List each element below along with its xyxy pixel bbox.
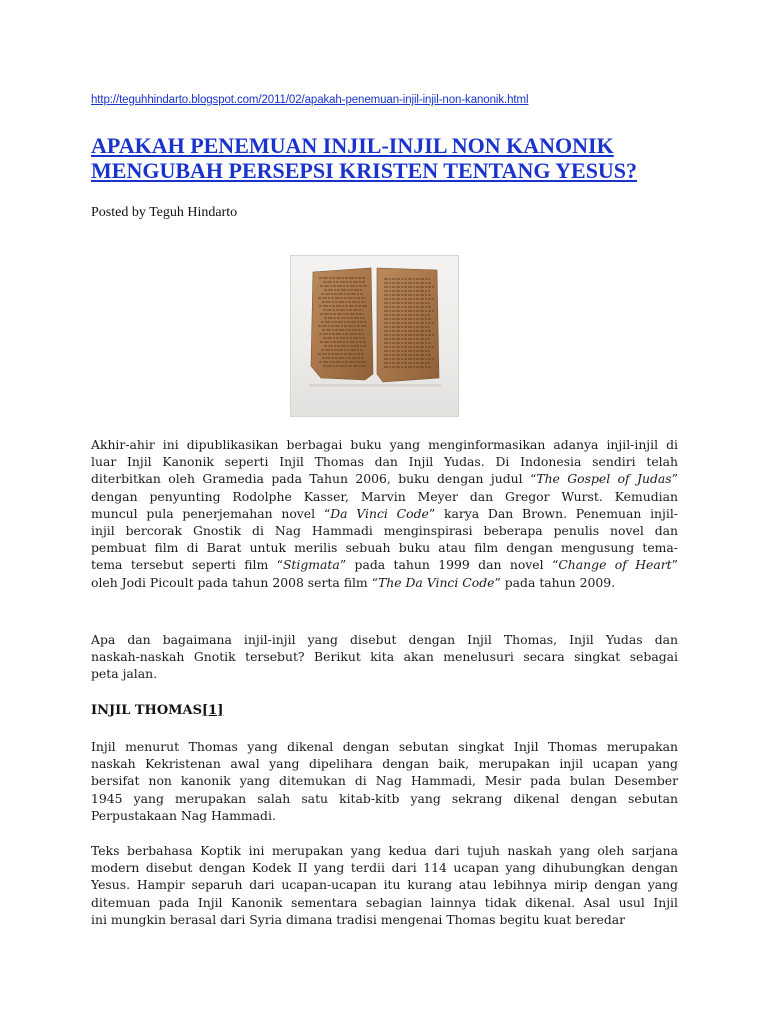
text-line: Apa dan bagaimana injil-injil yang disebut dengan Injil Thomas, Injil Yudas dan xyxy=(91,632,678,647)
footnote-link[interactable]: [1] xyxy=(202,703,224,718)
manuscript-photo xyxy=(290,255,459,417)
byline: Posted by Teguh Hindarto xyxy=(91,205,238,220)
text-line: bersifat non kanonik yang ditemukan di Nag Hammadi, Mesir pada bulan Desember xyxy=(91,773,678,789)
text-line: luar Injil Kanonik seperti Injil Thomas dan Injil Yudas. Di Indonesia sendiri telah xyxy=(91,454,678,470)
text-line: ini mungkin berasal dari Syria dimana tradisi mengenai Thomas begitu kuat beredar xyxy=(91,911,626,927)
italic-title: Stigmata xyxy=(282,557,340,573)
text-line: diterbitkan oleh Gramedia pada Tahun 2006, buku dengan judul “The Gospel of Judas” xyxy=(91,471,678,487)
italic-title: The Gospel of Judas xyxy=(536,471,672,487)
paragraph-thomas-1 xyxy=(91,738,678,824)
paragraph-thomas-2 xyxy=(91,842,678,928)
paragraph-intro xyxy=(91,436,678,591)
text-line: injil bercorak Gnostik di Nag Hammadi menginspirasi beberapa penulis novel dan xyxy=(91,523,678,539)
text-line: oleh Jodi Picoult pada tahun 2008 serta film “The Da Vinci Code” pada tahun 2009. xyxy=(91,574,616,590)
text-line: Perpustakaan Nag Hammadi. xyxy=(91,807,276,823)
text-line: Akhir-ahir ini dipublikasikan berbagai buku yang menginformasikan adanya injil-injil di xyxy=(91,437,678,452)
italic-title: Da Vinci Code xyxy=(330,505,429,521)
section-heading-text: INJIL THOMAS xyxy=(91,703,203,718)
text-line: 1945 yang merupakan salah satu kitab-kitb yang sekrang dikenal dengan sebutan xyxy=(91,790,678,806)
text-line: Teks berbahasa Koptik ini merupakan yang kedua dari tujuh naskah yang oleh sarjana xyxy=(91,843,678,858)
section-heading xyxy=(91,703,223,718)
text-line: muncul pula penerjemahan novel “Da Vinci Code” karya Dan Brown. Penemuan injil- xyxy=(91,505,678,521)
papyrus-codex-image xyxy=(291,256,458,416)
title-line: MENGUBAH PERSEPSI KRISTEN TENTANG YESUS? xyxy=(91,158,638,183)
text-line: pembuat film di Barat untuk merilis sebuah buku atau film dengan mengusung tema- xyxy=(91,540,678,556)
text-line: Injil menurut Thomas yang dikenal dengan sebutan singkat Injil Thomas merupakan xyxy=(91,739,678,754)
title-line: APAKAH PENEMUAN INJIL-INJIL NON KANONIK xyxy=(91,133,614,158)
text-line: ditemuan pada Injil Kanonik sementara sebagian lainnya tidak dikenal. Asal usul Injil xyxy=(91,894,678,910)
text-line: modern disebut dengan Kodek II yang terdii dari 114 ucapan yang dihubungkan dengan xyxy=(91,860,678,876)
paragraph-questions xyxy=(91,631,678,683)
source-url-link[interactable]: http://teguhhindarto.blogspot.com/2011/02/apakah-penemuan-injil-injil-non-kanonik.html xyxy=(91,94,529,106)
italic-title: Change of Heart xyxy=(558,557,672,573)
text-line: Yesus. Hampir separuh dari ucapan-ucapan itu kurang atau lebihnya mirip dengan yang xyxy=(91,877,678,893)
text-line: tema tersebut seperti film “Stigmata” pada tahun 1999 dan novel “Change of Heart” xyxy=(91,557,678,573)
article-title[interactable] xyxy=(91,133,691,183)
text-line: naskah Kekristenan awal yang dipelihara dengan baik, merupakan injil ucapan yang xyxy=(91,756,678,772)
text-line: dengan penyunting Rodolphe Kasser, Marvin Meyer dan Gregor Wurst. Kemudian xyxy=(91,488,678,504)
text-line: peta jalan. xyxy=(91,666,158,682)
italic-title: The Da Vinci Code xyxy=(377,574,495,590)
text-line: naskah-naskah Gnotik tersebut? Berikut kita akan menelusuri secara singkat sebagai xyxy=(91,649,678,665)
